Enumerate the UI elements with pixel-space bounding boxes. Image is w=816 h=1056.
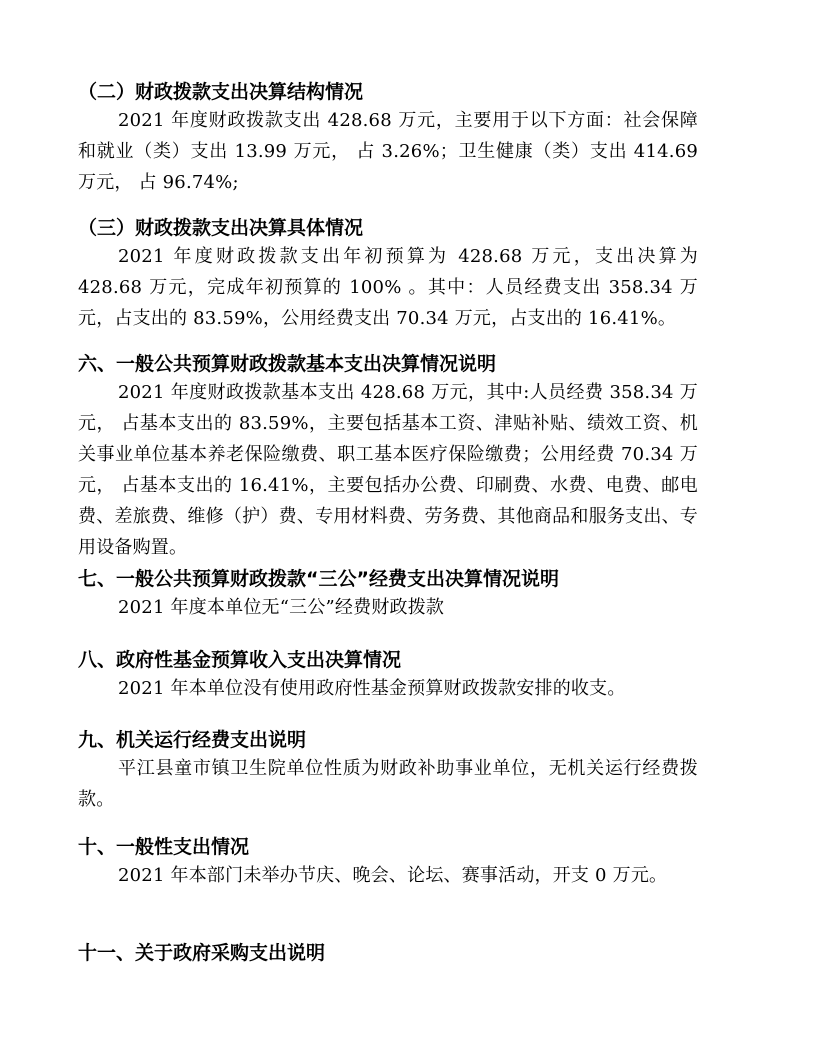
section-paragraph: 2021 年度财政拨款支出 428.68 万元，主要用于以下方面：社会保障和就业（类）支出 13.99 万元， 占 3.26%；卫生健康（类）支出 414.69 万元， 占 96.74%; <box>78 110 698 193</box>
section-paragraph: 2021 年度本单位无“三公”经费财政拨款 <box>118 597 445 618</box>
section-paragraph: 2021 年度财政拨款基本支出 428.68 万元，其中:人员经费 358.34 万元， 占基本支出的 83.59%，主要包括基本工资、津贴补贴、绩效工资、机关事业单位基本养老保险缴费、职工基本医疗保险缴费；公用经费 70.34 万元， 占基本支出的 16.41%，主要包括办公费、印刷费、水费、电费、邮电费、差旅费、维修（护）费、专用材料费、劳务费、其他商品和服务支出、专用设备购置。 <box>78 382 698 558</box>
section-three-public-expenses <box>78 566 698 623</box>
section-expenditure-details <box>78 215 698 334</box>
section-general-expenditure <box>78 834 698 891</box>
section-heading: 九、机关运行经费支出说明 <box>78 729 307 751</box>
section-basic-expenditure <box>78 351 698 563</box>
section-heading: 八、政府性基金预算收入支出决算情况 <box>78 649 402 671</box>
section-paragraph: 2021 年本单位没有使用政府性基金预算财政拨款安排的收支。 <box>118 678 626 699</box>
section-heading: 七、一般公共预算财政拨款“三公”经费支出决算情况说明 <box>78 568 559 590</box>
section-heading: 十、一般性支出情况 <box>78 836 250 858</box>
section-heading: （二）财政拨款支出决算结构情况 <box>78 81 364 103</box>
section-heading: 六、一般公共预算财政拨款基本支出决算情况说明 <box>78 353 497 375</box>
section-paragraph: 2021 年本部门未举办节庆、晚会、论坛、赛事活动，开支 0 万元。 <box>118 865 668 886</box>
section-agency-operating <box>78 727 698 815</box>
section-paragraph: 平江县童市镇卫生院单位性质为财政补助事业单位，无机关运行经费拨款。 <box>78 758 698 810</box>
section-expenditure-structure <box>78 79 698 198</box>
section-heading: 十一、关于政府采购支出说明 <box>78 942 326 964</box>
section-government-fund <box>78 647 698 704</box>
section-paragraph: 2021 年度财政拨款支出年初预算为 428.68 万元，支出决算为 428.68 万元，完成年初预算的 100% 。其中：人员经费支出 358.34 万元，占支出的 83.59%，公用经费支出 70.34 万元，占支出的 16.41%。 <box>78 246 698 329</box>
section-heading: （三）财政拨款支出决算具体情况 <box>78 217 364 239</box>
section-government-procurement <box>78 940 698 966</box>
